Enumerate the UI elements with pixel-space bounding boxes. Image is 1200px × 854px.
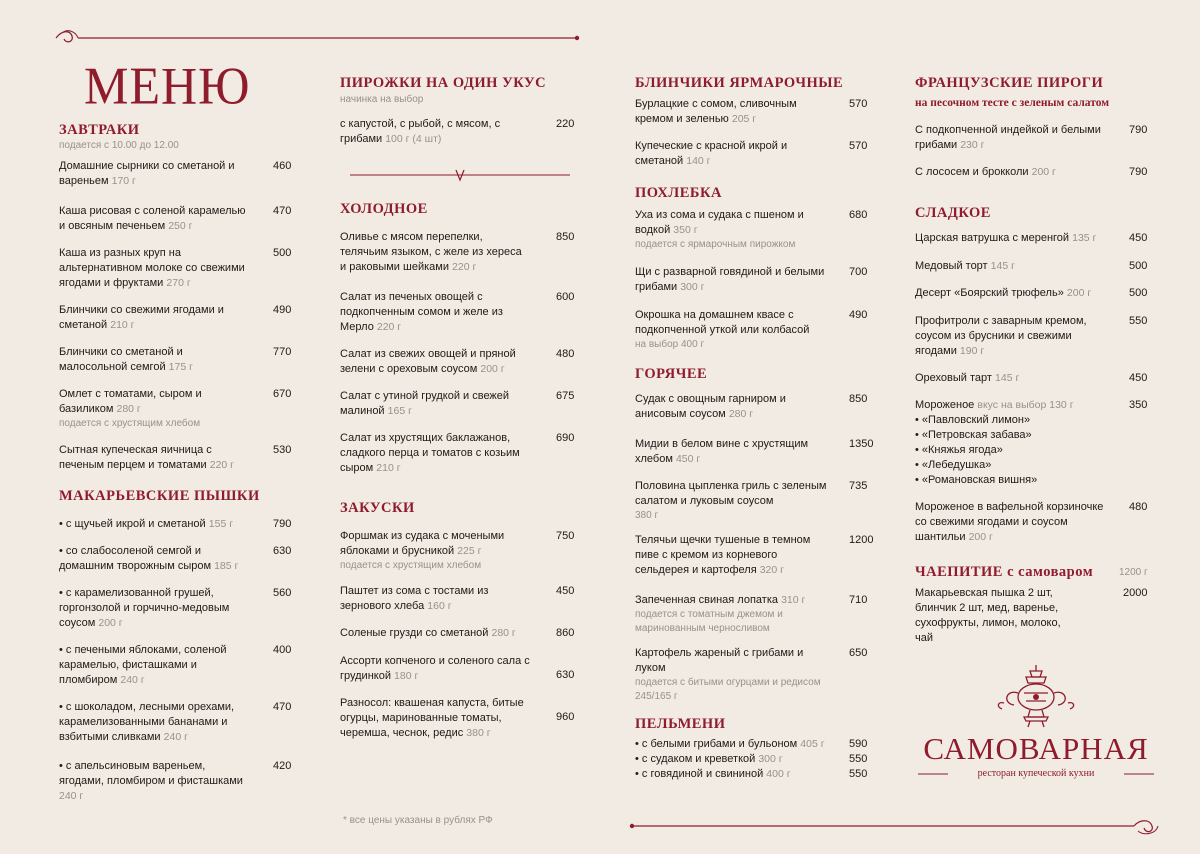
menu-item: Соленые грузди со сметаной 280 г 860 bbox=[340, 627, 575, 639]
item-price: 550 bbox=[849, 753, 868, 765]
item-price: 790 bbox=[1129, 166, 1148, 178]
menu-item: Форшмак из судака с мочеными яблоками и брусникой 225 г подается с хрустящим хлебом 750 bbox=[340, 530, 575, 571]
section-title-tea: ЧАЕПИТИЕ с самоваром bbox=[915, 564, 1094, 580]
tea-weight: 1200 г bbox=[1119, 567, 1148, 578]
menu-item: Щи с разварной говядиной и белыми грибами 300 г 700 bbox=[635, 266, 868, 293]
menu-item: Сытная купеческая яичница с печеным перцем и томатами 220 г 530 bbox=[59, 444, 292, 471]
item-price: 700 bbox=[849, 266, 868, 278]
item-price: 460 bbox=[273, 160, 292, 172]
item-price: 850 bbox=[556, 231, 575, 243]
item-price: 570 bbox=[849, 140, 868, 152]
section-title-pies: ФРАНЦУЗСКИЕ ПИРОГИ bbox=[915, 75, 1104, 91]
menu-item: • с шоколадом, лесными орехами, карамелизованными бананами и взбитыми сливками 240 г 470 bbox=[59, 701, 292, 743]
menu-item: • с говядиной и свининой 400 г 550 bbox=[635, 768, 868, 780]
item-price: 1350 bbox=[849, 438, 874, 450]
section-title-breakfast: ЗАВТРАКИ bbox=[59, 122, 140, 138]
menu-item: Окрошка на домашнем квасе с подкопченной уткой или колбасой на выбор 400 г 490 bbox=[635, 309, 868, 350]
menu-item: • со слабосоленой семгой и домашним творожным сыром 185 г 630 bbox=[59, 545, 292, 572]
icecream-flavor: • «Павловский лимон» bbox=[915, 414, 1031, 426]
menu-title: МЕНЮ bbox=[84, 56, 251, 115]
menu-item: Салат из свежих овощей и пряной зелени с ореховым соусом 200 г 480 bbox=[340, 348, 575, 375]
menu-item: Мороженое вкус на выбор 130 г • «Павловский лимон» • «Петровская забава» • «Княжья ягода» • «Лебедушка» • «Романовская вишня» 350 bbox=[915, 399, 1148, 486]
menu-item: Судак с овощным гарниром и анисовым соусом 280 г 850 bbox=[635, 393, 868, 420]
restaurant-logo bbox=[918, 663, 1154, 793]
item-price: 220 bbox=[556, 118, 575, 130]
item-price: 420 bbox=[273, 760, 292, 772]
item-price: 500 bbox=[1129, 260, 1148, 272]
item-price: 790 bbox=[273, 518, 292, 530]
icecream-flavor: • «Петровская забава» bbox=[915, 429, 1032, 441]
item-price: 790 bbox=[1129, 124, 1148, 136]
menu-item: • с белыми грибами и бульоном 405 г 590 bbox=[635, 738, 868, 750]
menu-item: Паштет из сома с тостами из зернового хлеба 160 г 450 bbox=[340, 585, 575, 612]
menu-item: Каша из разных круп на альтернативном молоке со свежими ягодами и фруктами 270 г 500 bbox=[59, 247, 292, 289]
item-price: 450 bbox=[1129, 232, 1148, 244]
item-price: 675 bbox=[556, 390, 575, 402]
item-price: 735 bbox=[849, 480, 868, 492]
item-price: 2000 bbox=[1123, 587, 1148, 599]
item-price: 770 bbox=[273, 346, 292, 358]
top-ornament-rule bbox=[52, 28, 582, 48]
logo-name: САМОВАРНАЯ bbox=[923, 731, 1149, 766]
item-price: 690 bbox=[556, 432, 575, 444]
item-price: 710 bbox=[849, 594, 868, 606]
section-title-snacks: ЗАКУСКИ bbox=[340, 500, 415, 516]
item-price: 960 bbox=[556, 711, 575, 723]
item-price: 670 bbox=[273, 388, 292, 400]
item-price: 1200 bbox=[849, 534, 874, 546]
item-price: 480 bbox=[1129, 501, 1148, 513]
menu-item: Салат из печеных овощей с подкопченным сомом и желе из Мерло 220 г 600 bbox=[340, 291, 575, 333]
section-title-cold: ХОЛОДНОЕ bbox=[340, 201, 428, 217]
icecream-flavor: • «Княжья ягода» bbox=[915, 444, 1003, 456]
menu-item: Ассорти копченого и соленого сала с грудинкой 180 г 630 bbox=[340, 655, 575, 682]
menu-item: Медовый торт 145 г 500 bbox=[915, 260, 1148, 272]
menu-item: Картофель жареный с грибами и луком подается с битыми огурцами и редисом 245/165 г 650 bbox=[635, 647, 868, 702]
menu-item: Запеченная свиная лопатка 310 г подается с томатным джемом и маринованным черносливом 710 bbox=[635, 594, 868, 634]
menu-item: Блинчики со свежими ягодами и сметаной 210 г 490 bbox=[59, 304, 292, 331]
item-price: 480 bbox=[556, 348, 575, 360]
icecream-flavor: • «Романовская вишня» bbox=[915, 474, 1038, 486]
menu-item: Царская ватрушка с меренгой 135 г 450 bbox=[915, 232, 1148, 244]
menu-item: С подкопченной индейкой и белыми грибами 230 г 790 bbox=[915, 124, 1148, 151]
item-price: 450 bbox=[1129, 372, 1148, 384]
menu-item: Телячьи щечки тушеные в темном пиве с кремом из корневого сельдерея и картофеля 320 г 1200 bbox=[635, 534, 874, 576]
price-footnote: * все цены указаны в рублях РФ bbox=[343, 815, 493, 826]
icecream-flavor: • «Лебедушка» bbox=[915, 459, 992, 471]
section-subtitle-pirozhki: начинка на выбор bbox=[340, 94, 424, 105]
menu-item: Разносол: квашеная капуста, битые огурцы, маринованные томаты, черемша, чеснок, редис 380 г 960 bbox=[340, 697, 575, 739]
menu-item: Омлет с томатами, сыром и базиликом 280 г подается с хрустящим хлебом 670 bbox=[59, 388, 292, 429]
item-price: 850 bbox=[849, 393, 868, 405]
item-price: 450 bbox=[556, 585, 575, 597]
menu-item: Мороженое в вафельной корзиночке со свежими ягодами и соусом шантильи 200 г 480 bbox=[915, 501, 1148, 543]
menu-item: Салат с утиной грудкой и свежей малиной 165 г 675 bbox=[340, 390, 575, 417]
center-divider-ornament bbox=[350, 168, 570, 182]
menu-item: • с щучьей икрой и сметаной 155 г 790 bbox=[59, 518, 292, 530]
menu-item: • с судаком и креветкой 300 г 550 bbox=[635, 753, 868, 765]
menu-item: • с апельсиновым вареньем, ягодами, пломбиром и фисташками 240 г 420 bbox=[59, 760, 292, 802]
item-price: 860 bbox=[556, 627, 575, 639]
menu-item: Ореховый тарт 145 г 450 bbox=[915, 372, 1148, 384]
section-title-pyshki: МАКАРЬЕВСКИЕ ПЫШКИ bbox=[59, 488, 260, 504]
menu-item: Десерт «Боярский трюфель» 200 г 500 bbox=[915, 287, 1148, 299]
menu-item: Блинчики со сметаной и малосольной семгой 175 г 770 bbox=[59, 346, 292, 373]
section-title-pelmeni: ПЕЛЬМЕНИ bbox=[635, 716, 726, 732]
item-price: 630 bbox=[273, 545, 292, 557]
item-price: 400 bbox=[273, 644, 292, 656]
menu-item: • с печеными яблоками, соленой карамелью, фисташками и пломбиром 240 г 400 bbox=[59, 644, 292, 686]
item-price: 490 bbox=[273, 304, 292, 316]
item-price: 550 bbox=[1129, 315, 1148, 327]
item-price: 600 bbox=[556, 291, 575, 303]
item-price: 470 bbox=[273, 701, 292, 713]
menu-item: • с карамелизованной грушей, горгонзолой и горчично-медовым соусом 200 г 560 bbox=[59, 587, 292, 629]
section-title-blini: БЛИНЧИКИ ЯРМАРОЧНЫЕ bbox=[635, 75, 844, 91]
menu-item: Профитроли с заварным кремом, соусом из брусники и свежими ягодами 190 г 550 bbox=[915, 315, 1148, 357]
menu-item: Макарьевская пышка 2 шт, блинчик 2 шт, мед, варенье, сухофрукты, лимон, молоко, чай 2000 bbox=[915, 587, 1148, 644]
section-title-pirozhki: ПИРОЖКИ НА ОДИН УКУС bbox=[340, 75, 547, 91]
item-price: 650 bbox=[849, 647, 868, 659]
menu-item: Домашние сырники со сметаной и вареньем 170 г 460 bbox=[59, 160, 292, 187]
item-price: 350 bbox=[1129, 399, 1148, 411]
section-subtitle-breakfast: подается с 10.00 до 12.00 bbox=[59, 140, 179, 151]
menu-item: с капустой, с рыбой, с мясом, с грибами 100 г (4 шт) 220 bbox=[340, 118, 575, 145]
menu-item: С лососем и брокколи 200 г 790 bbox=[915, 166, 1148, 178]
item-price: 500 bbox=[1129, 287, 1148, 299]
menu-item: Бурлацкие с сомом, сливочным кремом и зеленью 205 г 570 bbox=[635, 98, 868, 125]
item-price: 560 bbox=[273, 587, 292, 599]
item-price: 550 bbox=[849, 768, 868, 780]
menu-item: Половина цыпленка гриль с зеленым салатом и луковым соусом 380 г 735 bbox=[635, 480, 868, 521]
menu-item: Салат из хрустящих баклажанов, сладкого перца и томатов с козьим сыром 210 г 690 bbox=[340, 432, 575, 474]
logo-tagline: ресторан купеческой кухни bbox=[977, 768, 1095, 779]
item-price: 530 bbox=[273, 444, 292, 456]
menu-item: Оливье с мясом перепелки, телячьим языком, с желе из хереса и раковыми шейками 220 г 850 bbox=[340, 231, 575, 273]
item-price: 500 bbox=[273, 247, 292, 259]
menu-item: Каша рисовая с соленой карамелью и овсяным печеньем 250 г 470 bbox=[59, 205, 292, 232]
section-title-sweet: СЛАДКОЕ bbox=[915, 205, 991, 221]
samovar-icon bbox=[994, 663, 1078, 729]
menu-item: Мидии в белом вине с хрустящим хлебом 450 г 1350 bbox=[635, 438, 874, 465]
item-price: 590 bbox=[849, 738, 868, 750]
menu-item: Уха из сома и судака с пшеном и водкой 350 г подается с ярмарочным пирожком 680 bbox=[635, 209, 868, 250]
item-price: 470 bbox=[273, 205, 292, 217]
section-title-soup: ПОХЛЕБКА bbox=[635, 185, 722, 201]
item-price: 750 bbox=[556, 530, 575, 542]
item-price: 680 bbox=[849, 209, 868, 221]
item-price: 490 bbox=[849, 309, 868, 321]
item-price: 630 bbox=[556, 669, 575, 681]
section-subtitle-pies: на песочном тесте с зеленым салатом bbox=[915, 97, 1110, 109]
item-price: 570 bbox=[849, 98, 868, 110]
section-title-hot: ГОРЯЧЕЕ bbox=[635, 366, 708, 382]
bottom-ornament-rule bbox=[626, 816, 1166, 838]
menu-item: Купеческие с красной икрой и сметаной 140 г 570 bbox=[635, 140, 868, 167]
